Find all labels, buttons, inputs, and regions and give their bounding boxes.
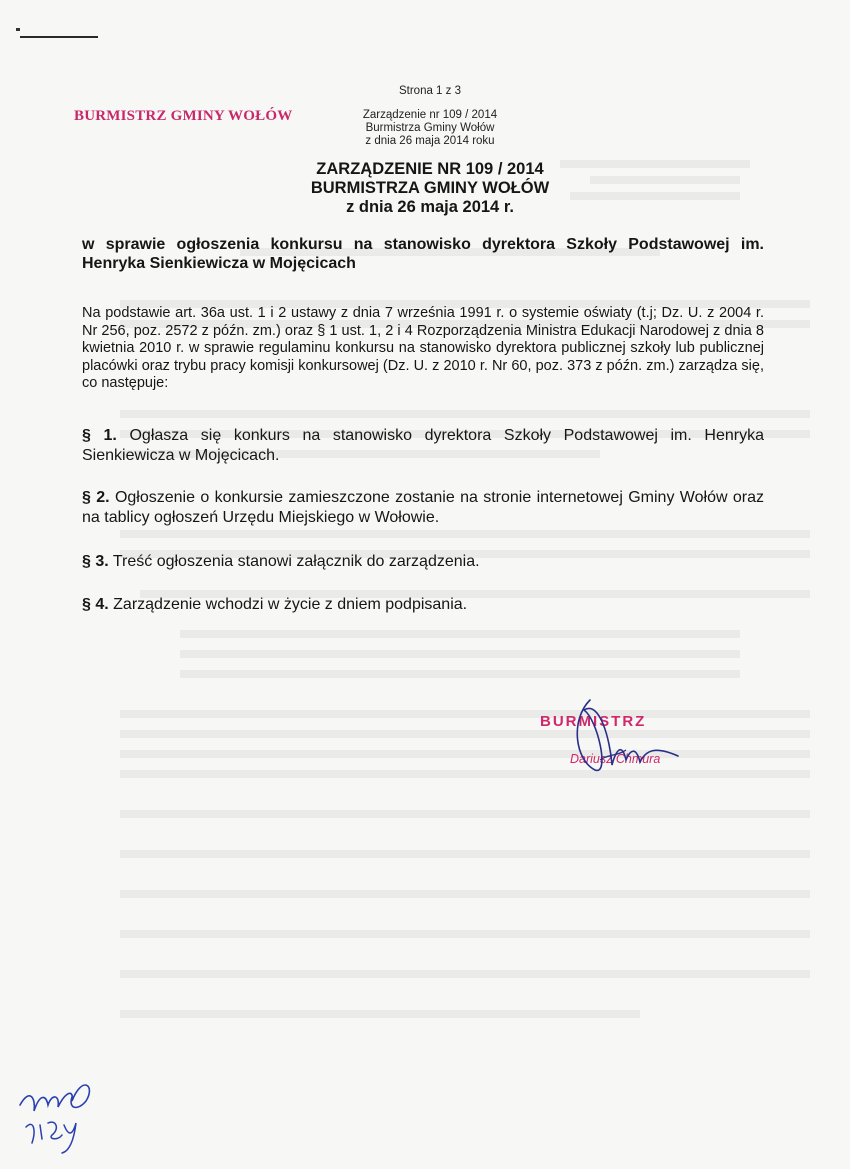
office-stamp: BURMISTRZ GMINY WOŁÓW — [74, 108, 293, 124]
paragraph-text: Treść ogłoszenia stanowi załącznik do zarządzenia. — [112, 553, 480, 570]
handwritten-initials — [12, 1065, 107, 1160]
reference-line: z dnia 26 maja 2014 roku — [365, 135, 495, 147]
scan-artifact — [20, 36, 98, 38]
title-line: BURMISTRZA GMINY WOŁÓW — [310, 179, 550, 197]
legal-basis: Na podstawie art. 36a ust. 1 i 2 ustawy z dnia 7 września 1991 r. o systemie oświaty (t.j; Dz. U. z 2004 r. Nr 256, poz. 2572 z późn. zm.) oraz § 1 ust. 1, 2 i 4 Rozporządzenia Ministra Edukacji Narodowej z dnia 8 kwietnia 2010 r. w sprawie regulaminu konkursu na stanowisko dyrektora publicznej szkoły lub publicznej placówki oraz trybu pracy komisji konkursowej (Dz. U. z 2010 r. Nr 60, poz. 373 z późn. zm.) zarządza się, co następuje: — [82, 305, 764, 391]
paragraph-4 — [82, 595, 764, 615]
document-subject: w sprawie ogłoszenia konkursu na stanowisko dyrektora Szkoły Podstawowej im. Henryka Sienkiewicza w Mojęcicach — [82, 236, 764, 272]
reference-line: Zarządzenie nr 109 / 2014 — [362, 109, 498, 121]
scan-artifact-dot — [16, 28, 20, 31]
paragraph-1 — [82, 426, 764, 466]
paragraph-2 — [82, 488, 764, 528]
paragraph-text: Ogłoszenie o konkursie zamieszczone zostanie na stronie internetowej Gminy Wołów oraz na tablicy ogłoszeń Urzędu Miejskiego w Wołowie. — [82, 489, 764, 526]
paragraph-label: § 1. — [82, 427, 117, 444]
document-title — [200, 160, 660, 217]
page-number: Strona 1 z 3 — [398, 85, 461, 97]
paragraph-label: § 4. — [82, 596, 109, 613]
paragraph-3 — [82, 552, 764, 572]
signature-stamp-title: BURMISTRZ — [540, 713, 647, 730]
paragraph-label: § 2. — [82, 489, 110, 506]
paragraph-text: Zarządzenie wchodzi w życie z dniem podpisania. — [113, 596, 468, 613]
reference-line: Burmistrza Gminy Wołów — [365, 122, 495, 134]
reference-block — [330, 109, 530, 148]
handwritten-signature — [560, 680, 690, 790]
title-line: ZARZĄDZENIE NR 109 / 2014 — [316, 160, 544, 178]
signature-stamp-name: Dariusz Chmura — [570, 752, 661, 766]
title-line: z dnia 26 maja 2014 r. — [346, 198, 514, 216]
paragraph-label: § 3. — [82, 553, 109, 570]
paragraph-text: Ogłasza się konkurs na stanowisko dyrektora Szkoły Podstawowej im. Henryka Sienkiewicza w Mojęcicach. — [82, 427, 765, 464]
